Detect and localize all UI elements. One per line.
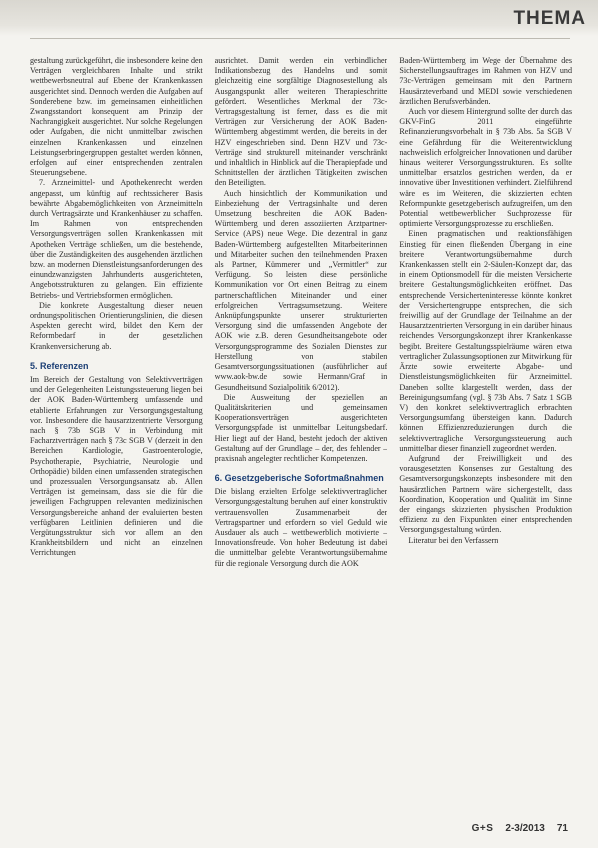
publication-name: G+S xyxy=(471,823,494,834)
header-band xyxy=(0,0,598,36)
section-heading-sofortmassnahmen: 6. Gesetzgeberische Sofortmaßnahmen xyxy=(214,473,384,484)
header-rule xyxy=(30,38,570,39)
column-2 xyxy=(215,56,388,812)
page-number: 71 xyxy=(556,823,568,834)
paragraph: Auch vor diesem Hintergrund sollte der durch das GKV-FinG 2011 eingeführte Refinanzierungsvorbehalt in § 73b Abs. 5a SGB V eine Gefährdung für die Weiterentwicklung nachweislich erfolgreicher Innovationen und darüber hinaus weiterer Versorgungsstrukturen. Es sollte unmittelbar ersatzlos gestrichen werden, da er innovative über Investitionen verhindert. Zielführend wäre es im Weiteren, die skizzierten echten Reformpunkte gesetzgeberisch aufzugreifen, um den Potential wettbewerblicher Suchprozesse für optimierte Versorgungsprozesse zu erschließen. xyxy=(399,107,573,229)
section-heading-referenzen: 5. Referenzen xyxy=(30,360,89,371)
section-label: THEMA xyxy=(513,8,586,29)
paragraph: ausrichtet. Damit werden ein verbindlicher Indikationsbezug des Handelns und somit gleichzeitig eine sorgfältige Diagnosestellung als Ausgangspunkt aller weiteren Therapieschritte gefördert. Wesentliches Merkmal der 73c-Vertragsgestaltung ist ferner, dass es die mit Verträgen zur Versicherung der AOK Baden-Württemberg abgestimmt werden, die bereits in der HZV eingeschrieben sind. Denn HZV und 73c-Verträge sind strukturell miteinander verschränkt und inhaltlich in Hinblick auf die Therapiepfade und Schnittstellen der ärztlichen Tätigkeiten zwischen den Beteiligten. xyxy=(214,56,388,188)
column-1 xyxy=(30,56,203,812)
paragraph: Auch hinsichtlich der Kommunikation und Einbeziehung der Vertragsinhalte und deren Umsetzung beschreiten die AOK Baden-Württemberg und deren assoziierten Arztpartner-Service (APS) neue Wege. Die dezentral in ganz Baden-Württemberg aufgestellten Mitarbeiterinnen und Mitarbeiter suchen den teilnehmenden Praxen als Partner, Kümmerer und „Vermittler“ zur Verfügung. So leisten diese persönliche Kommunikation vor Ort einen Beitrag zu einem partnerschaftlichen Miteinander und einer erfolgreichen Vertragsumsetzung. Weitere Anknüpfungspunkte unserer strukturierten Versorgung sind die umfassenden Angebote der AOK wie z.B. deren Gesundheitsangebote oder Versorgungsprogramme des Sozialen Dienstes zur Herstellung von stabilen Gesamtversorgungssituationen (ausführlicher auf www.aok-bw.de sowie Hermann/Graf in Gesundheitsund Sozialpolitik 6/2012). xyxy=(214,188,388,392)
paragraph: 7. Arzneimittel- und Apothekenrecht werden angepasst, um künftig auf rechtssicherer Basis bewährte Abgabemöglichkeiten von Arzneimitteln durch Vertragsärzte und Krankenhäuser zu schaffen. Im Rahmen von entsprechenden Versorgungsverträgen sollen Krankenkassen mit Apotheken Verträge schließen, um die bestehende, über die Zuständigkeiten des ausgehenden ärztlichen bzw. an modernen Dienstleistungsanforderungen des einundzwanzigsten Jahrhunderts ausgerichteten, Angebotsstrukturen zu gelangen. Ein effiziente Betriebs- und Vertriebsformen ermöglichen. xyxy=(30,178,203,300)
paragraph: gestaltung zurückgeführt, die insbesondere keine den Verträgen vergleichbaren Inhalte und strikt wettbewerbsneutral auf Ebene der Krankenkassen ausgerichtet sind. Dennoch werden die Aufgaben auf Sonderebene bzw. im gemeinsamen einheitlichen Zwangsstandort konsequent am Prinzip der Nachrangigkeit ausgerichtet. Nur solche Regelungen oder Aufgaben, die nicht unmittelbar zwischen einzelnen Krankenkassen und einzelnen Leistungserbringergruppen gestaltet werden können, erfolgen auf einer entsprechenden zentralen Steuerungsebene. xyxy=(30,56,203,178)
page-footer xyxy=(472,823,568,834)
paragraph: Baden-Württemberg im Wege der Übernahme des Sicherstellungsauftrages im Rahmen von HZV und 73c-Verträgen gemeinsam mit den Partnern Hausärzteverband und MEDI sowie verschiedenen ärztlichen Berufsverbänden. xyxy=(399,56,573,106)
paragraph: Einen pragmatischen und reaktionsfähigen Einstieg für einen fließenden Übergang in eine breitere Verantwortungsübernahme durch Krankenkassen stellt ein 2-Säulen-Konzept dar, das in einem Optionsmodell für die meisten Versicherte breitere Gestaltungsmöglichkeiten eröffnet. Das entsprechende Versicherteninteresse könnte konkret der Versichertengruppe entsprechen, die sich freiwillig auf der Grundlage der Teilnahme an der Hausarztzentrierten Versorgung in ein darüber hinaus reichendes Versorgungskonzept ihrer Krankenkasse begibt. Breitere Gestaltungsspielräume wären etwa vertraglicher Zulassungsoptionen zur Mitwirkung für Ärzte sowie erweiterte Abgabe- und Dienstleistungsmöglichkeiten für Arzneimittel. Daneben sollte klargestellt werden, dass der Bereinigungsumfang (vgl. § 73b Abs. 7 Satz 1 SGB V) den konkret selektivvertraglich erbrachten Versorgungsumfang übersteigen kann. Dadurch können Effizienzreduzierungen durch die selektivvertragliche Versorgungssteuerung auch unmittelbar dieser finanziell zugeordnet werden. xyxy=(399,229,573,453)
paragraph: Die bislang erzielten Erfolge selektivvertraglicher Versorgungsgestaltung beruhen auf einer konstruktiv vertrauensvollen Zusammenarbeit der Vertragspartner und erfordern so viel Geduld wie Ausdauer als auch – wettbewerblich motivierte – Innovationsfreude. Von hoher Bedeutung ist dabei die unmittelbar gelebte Verantwortungsübernahme für die regionale Versorgung durch die AOK xyxy=(214,487,388,568)
literature-note: Literatur bei den Verfassern xyxy=(408,535,499,545)
paragraph: Die Ausweitung der speziellen an Qualitätskriterien und gemeinsamen Kooperationsverträgen ausgerichteten Versorgungspfade ist unmittelbar Leitungsbedarf. Hier liegt auf der Hand, besteht jedoch der aktiven Gestaltung auf der Grundlage – der, des fehlender – praxisnah angelegter rechtlicher Kompetenzen. xyxy=(214,392,388,463)
issue-number: 2-3/2013 xyxy=(505,823,545,834)
paragraph: Im Bereich der Gestaltung von Selektivverträgen und der Gelegenheiten Leistungssteuerung liegen bei der AOK Baden-Württemberg umfassende und etablierte Erfahrungen zur Versorgungsgestaltung vor. Insbesondere die hausarztzentrierte Versorgung nach § 73b SGB V in Verbindung mit Facharztverträgen nach § 73c SGB V (derzeit in den Bereichen Kardiologie, Gastroenterologie, Psychotherapie, Psychiatrie, Neurologie und Orthopädie) bilden einen umfassenden strategischen und prozessualen Versorgungsansatz ab. Allen Verträgen ist gemeinsam, dass sie die für die jeweiligen Fachgruppen relevanten medizinischen Versorgungsbereiche anhand der evaluierten besten verfügbaren Leitlinien definieren und die Vergütungsstruktur sich vor allem an den Krankheitsbildern und nicht an einzelnen Verrichtungen xyxy=(30,374,203,558)
paragraph: Die konkrete Ausgestaltung dieser neuen ordnungspolitischen Orientierungslinien, die diesen Aspekten gerecht wird, bildet den Kern der Reformbedarf in der gesetzlichen Krankenversicherung ab. xyxy=(30,300,203,351)
column-3 xyxy=(399,56,572,812)
article-body xyxy=(30,56,572,812)
paragraph: Aufgrund der Freiwilligkeit und des vorausgesetzten Konsenses zur Gestaltung des Gesamtversorgungskonzepts insbesondere mit den hausärztlichen Partnern wäre sichergestellt, dass Koordination, Kooperation und Qualität im Sinne der eingangs skizzierten physischen Produktion effizienz zu den Fixpunkten einer entsprechenden Versorgungsgestaltung würden. xyxy=(399,453,573,535)
